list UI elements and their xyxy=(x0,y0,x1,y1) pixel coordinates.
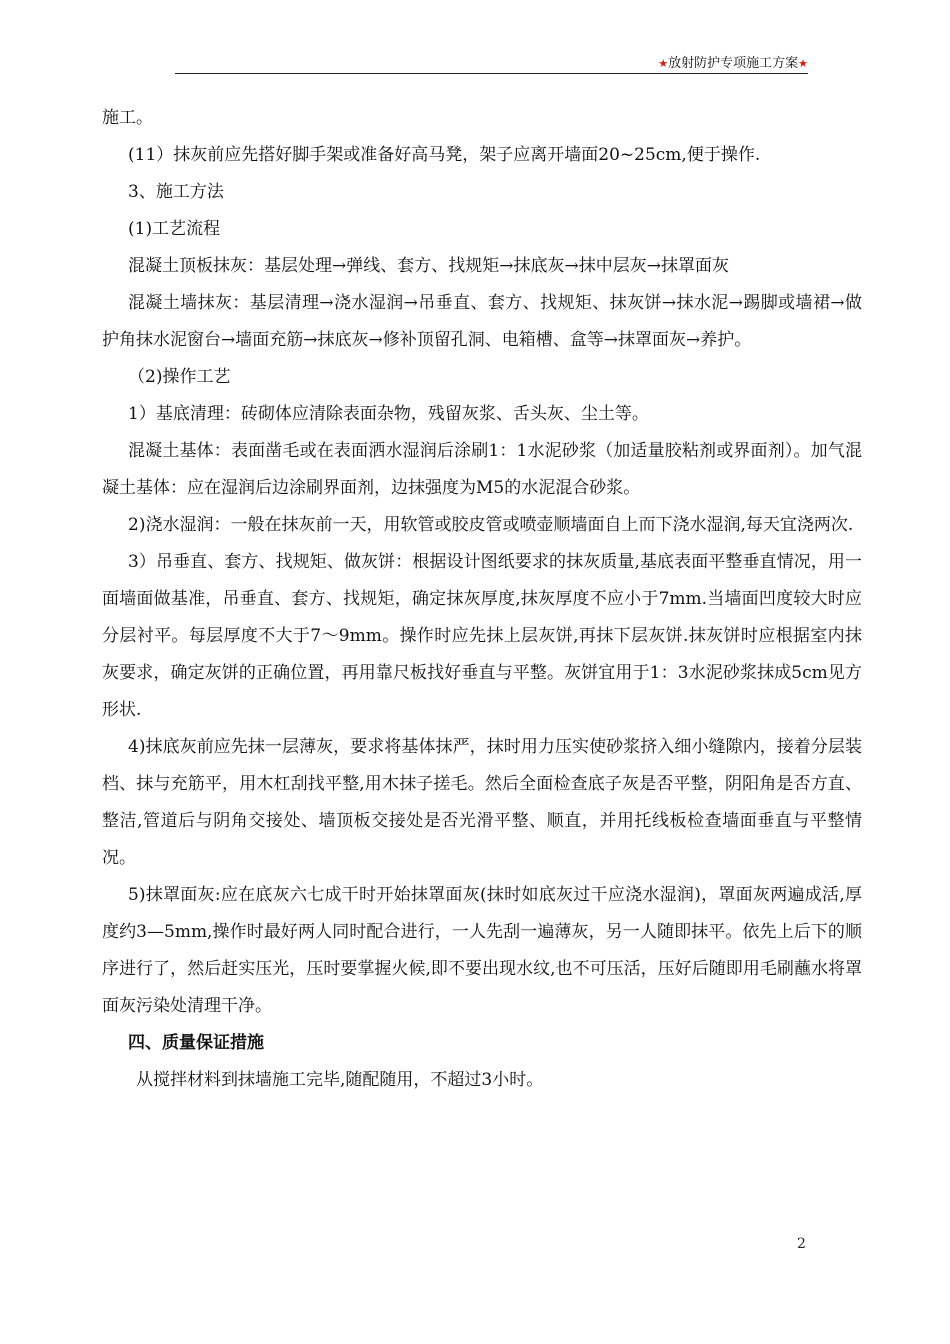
paragraph: (1)工艺流程 xyxy=(128,219,221,239)
paragraph: 3）吊垂直、套方、找规矩、做灰饼：根据设计图纸要求的抹灰质量,基底表面平整垂直情况，用一面墙面做基准，吊垂直、套方、找规矩，确定抹灰厚度,抹灰厚度不应小于7mm.当墙面凹度较大时应分层衬平。每层厚度不大于7～9mm。操作时应先抹上层灰饼,再抹下层灰饼.抹灰饼时应根据室内抹灰要求，确定灰饼的正确位置，再用靠尺板找好垂直与平整。灰饼宜用于1：3水泥砂浆抹成5cm见方形状. xyxy=(102,552,862,720)
page-header xyxy=(175,55,808,74)
document-body xyxy=(102,100,862,1099)
paragraph: 混凝土墙抹灰：基层清理→浇水湿润→吊垂直、套方、找规矩、抹灰饼→抹水泥→踢脚或墙裙→做护角抹水泥窗台→墙面充筋→抹底灰→修补顶留孔洞、电箱槽、盒等→抹罩面灰→养护。 xyxy=(102,293,862,350)
paragraph: 5)抹罩面灰:应在底灰六七成干时开始抹罩面灰(抹时如底灰过干应浇水湿润)，罩面灰两遍成活,厚度约3—5mm,操作时最好两人同时配合进行，一人先刮一遍薄灰，另一人随即抹平。依先上后下的顺序进行了，然后赶实压光，压时要掌握火候,即不要出现水纹,也不可压活，压好后随即用毛刷蘸水将罩面灰污染处清理干净。 xyxy=(102,885,862,1016)
paragraph: 施工。 xyxy=(102,108,153,128)
paragraph: 3、施工方法 xyxy=(128,182,224,202)
star-icon-right: ★ xyxy=(798,57,808,70)
section-heading: 四、质量保证措施 xyxy=(128,1033,264,1053)
paragraph: 2)浇水湿润：一般在抹灰前一天，用软管或胶皮管或喷壶顺墙面自上而下浇水湿润,每天宜浇两次. xyxy=(128,515,854,535)
page-number: 2 xyxy=(797,1236,806,1252)
paragraph: 从搅拌材料到抹墙施工完毕,随配随用，不超过3小时。 xyxy=(136,1070,544,1090)
paragraph: (11）抹灰前应先搭好脚手架或准备好高马凳，架子应离开墙面20~25cm,便于操作. xyxy=(128,145,761,165)
paragraph: 混凝土基体：表面凿毛或在表面洒水湿润后涂刷1：1水泥砂浆（加适量胶粘剂或界面剂）。加气混凝土基体：应在湿润后边涂刷界面剂，边抹强度为M5的水泥混合砂浆。 xyxy=(102,441,862,498)
star-icon-left: ★ xyxy=(658,57,669,70)
paragraph: 4)抹底灰前应先抹一层薄灰，要求将基体抹严，抹时用力压实使砂浆挤入细小缝隙内，接着分层装档、抹与充筋平，用木杠刮找平整,用木抹子搓毛。然后全面检查底子灰是否平整，阴阳角是否方直、整洁,管道后与阴角交接处、墙顶板交接处是否光滑平整、顺直，并用托线板检查墙面垂直与平整情况。 xyxy=(102,737,862,868)
header-title: 放射防护专项施工方案 xyxy=(668,56,799,71)
paragraph: 混凝土顶板抹灰：基层处理→弹线、套方、找规矩→抹底灰→抹中层灰→抹罩面灰 xyxy=(128,256,729,276)
paragraph: （2)操作工艺 xyxy=(128,367,231,387)
paragraph: 1）基底清理：砖砌体应清除表面杂物，残留灰浆、舌头灰、尘土等。 xyxy=(128,404,649,424)
